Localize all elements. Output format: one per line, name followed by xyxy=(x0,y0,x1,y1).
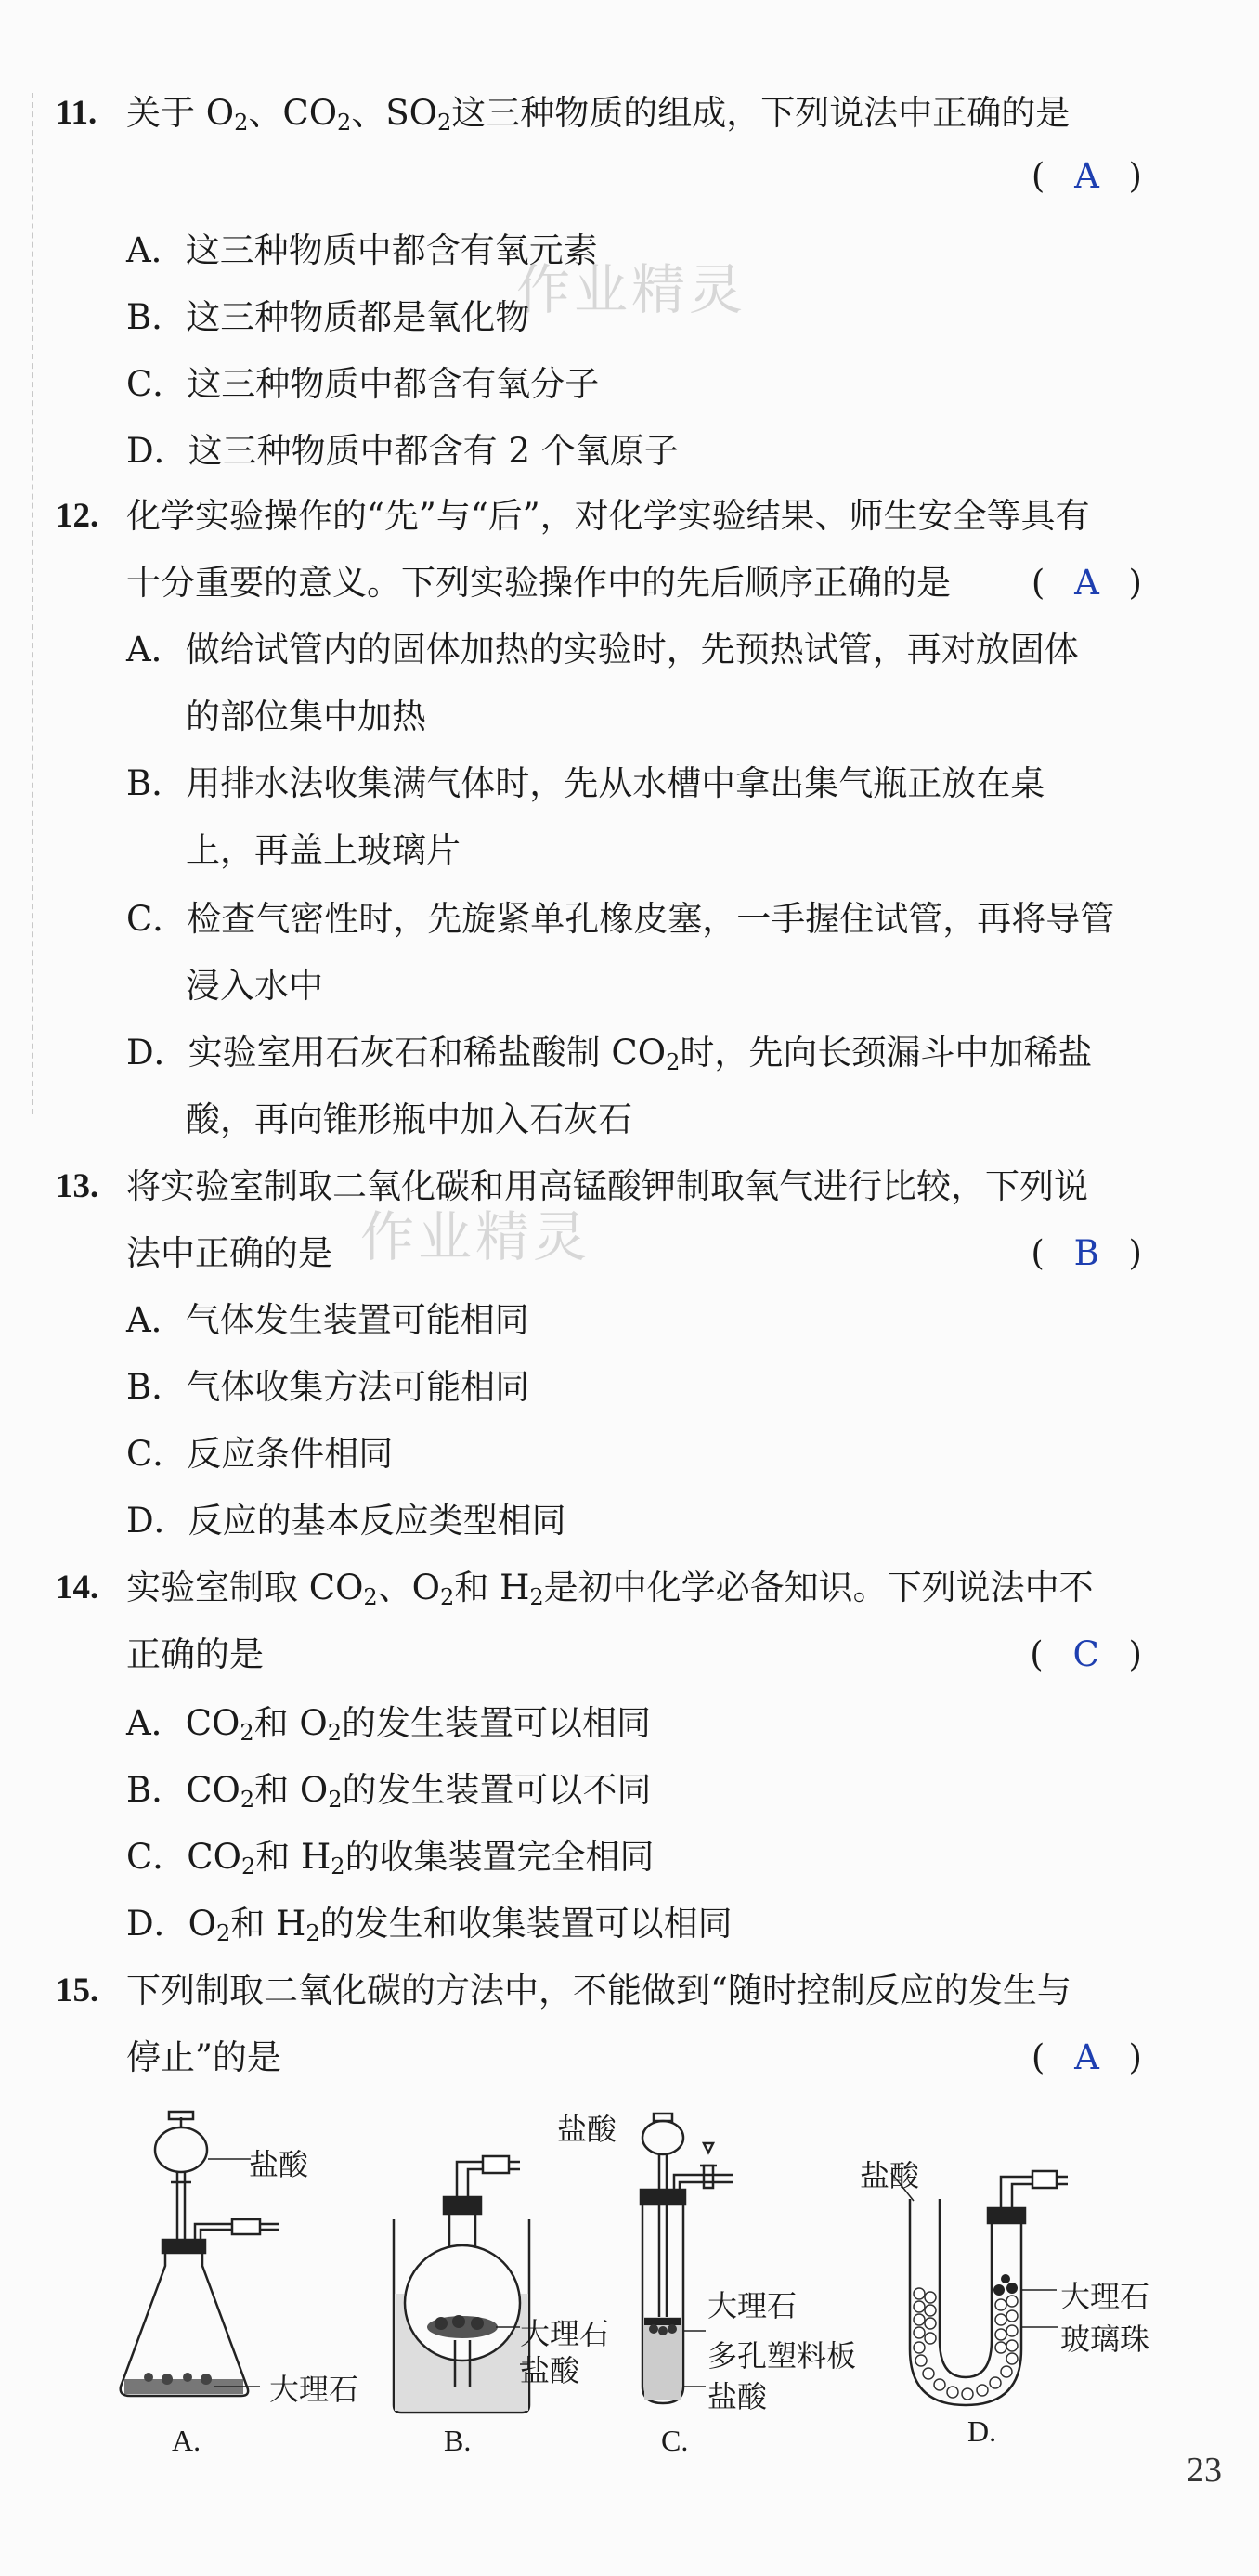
option-d: D．$O_2$和 $H_2$的发生和收集装置可以相同 xyxy=(126,1904,733,1946)
figure-label-a: A. xyxy=(172,2424,201,2457)
question-stem-line1: 实验室制取 $CO_2$、$O_2$和 $H_2$是初中化学必备知识。下列说法中不 xyxy=(126,1568,1094,1610)
label-marble: 大理石 xyxy=(1060,2279,1150,2314)
answer-value: B xyxy=(1073,1233,1109,1273)
option-d-cont: 酸，再向锥形瓶中加入石灰石 xyxy=(186,1099,632,1139)
label-acid: 盐酸 xyxy=(249,2147,309,2182)
label-porous-plate: 多孔塑料板 xyxy=(707,2338,857,2374)
watermark: 作业精灵 xyxy=(516,258,747,321)
question-stem-line1: 将实验室制取二氧化碳和用高锰酸钾制取氧气进行比较，下列说 xyxy=(126,1166,1088,1206)
answer-bracket: ( A ) xyxy=(1031,156,1151,196)
option-b: B．用排水法收集满气体时，先从水槽中拿出集气瓶正放在桌 xyxy=(126,763,1045,803)
question-number: 13. xyxy=(56,1167,99,1205)
figure-label-c: C. xyxy=(661,2424,689,2457)
option-b: B．$CO_2$和 $O_2$的发生装置可以不同 xyxy=(126,1770,652,1813)
question-stem-line1: 化学实验操作的“先”与“后”，对化学实验结果、师生安全等具有 xyxy=(126,496,1090,536)
answer-bracket: ( A ) xyxy=(1031,2037,1151,2077)
answer-value: A xyxy=(1074,563,1109,603)
option-b: B．这三种物质都是氧化物 xyxy=(126,297,530,337)
question-number: 15. xyxy=(56,1971,99,2010)
answer-bracket: ( A ) xyxy=(1031,563,1151,603)
label-acid: 盐酸 xyxy=(557,2112,617,2147)
label-marble: 大理石 xyxy=(520,2316,610,2351)
question-number: 14. xyxy=(56,1568,99,1607)
answer-value: A xyxy=(1074,156,1109,196)
watermark: 作业精灵 xyxy=(360,1205,591,1268)
option-a: A．这三种物质中都含有氧元素 xyxy=(126,230,598,270)
option-b: B．气体收集方法可能相同 xyxy=(126,1367,530,1407)
label-acid: 盐酸 xyxy=(860,2158,920,2193)
question-stem: 关于 $O_2$、$CO_2$、$SO_2$这三种物质的组成，下列说法中正确的是 xyxy=(126,93,1071,136)
question-number: 12. xyxy=(56,497,99,535)
option-d: D．这三种物质中都含有 2 个氧原子 xyxy=(126,431,679,471)
page-number: 23 xyxy=(1187,2451,1222,2490)
binding-margin-line xyxy=(32,93,33,1114)
option-a: A．气体发生装置可能相同 xyxy=(126,1300,529,1340)
question-stem-line2: 正确的是 xyxy=(126,1634,264,1674)
apparatus-b-figure xyxy=(390,2108,631,2424)
option-a-cont: 的部位集中加热 xyxy=(186,696,426,736)
label-acid: 盐酸 xyxy=(707,2379,768,2414)
figure-label-d: D. xyxy=(967,2414,997,2448)
question-stem-line2: 停止”的是 xyxy=(126,2037,281,2077)
option-c-cont: 浸入水中 xyxy=(186,966,323,1006)
answer-bracket: ( B ) xyxy=(1031,1233,1151,1273)
answer-bracket: ( C ) xyxy=(1030,1634,1151,1674)
option-c: C．这三种物质中都含有氧分子 xyxy=(126,364,600,404)
option-d: D．实验室用石灰石和稀盐酸制 $CO_2$时，先向长颈漏斗中加稀盐 xyxy=(126,1033,1093,1075)
answer-value: A xyxy=(1074,2037,1109,2077)
option-c: C．检查气密性时，先旋紧单孔橡皮塞，一手握住试管，再将导管 xyxy=(126,899,1115,939)
option-c: C．反应条件相同 xyxy=(126,1434,394,1474)
option-c: C．$CO_2$和 $H_2$的收集装置完全相同 xyxy=(126,1837,655,1880)
question-number: 11. xyxy=(56,94,97,132)
label-marble: 大理石 xyxy=(707,2288,798,2323)
question-stem-line2: 法中正确的是 xyxy=(126,1233,332,1273)
label-acid: 盐酸 xyxy=(520,2353,580,2388)
label-marble: 大理石 xyxy=(269,2372,359,2407)
option-a: A．$CO_2$和 $O_2$的发生装置可以相同 xyxy=(126,1703,652,1746)
question-stem-line2: 十分重要的意义。下列实验操作中的先后顺序正确的是 xyxy=(126,563,951,603)
answer-value: C xyxy=(1072,1634,1109,1674)
option-b-cont: 上，再盖上玻璃片 xyxy=(186,830,461,870)
label-glass-beads: 玻璃珠 xyxy=(1060,2322,1150,2357)
option-a: A．做给试管内的固体加热的实验时，先预热试管，再对放固体 xyxy=(126,630,1079,670)
question-stem-line1: 下列制取二氧化碳的方法中，不能做到“随时控制反应的发生与 xyxy=(126,1971,1071,2010)
option-d: D．反应的基本反应类型相同 xyxy=(126,1501,566,1541)
figure-label-b: B. xyxy=(444,2424,472,2457)
